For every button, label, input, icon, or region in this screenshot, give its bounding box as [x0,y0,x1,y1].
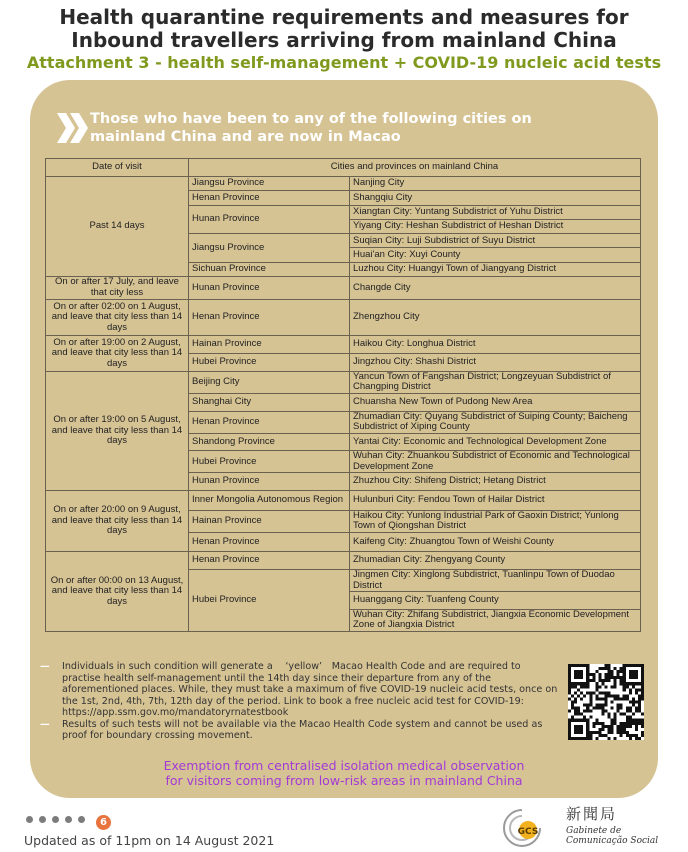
title-line-2: Inbound travellers arriving from mainland China [71,28,617,52]
city-cell: Huai'an City: Xuyi County [350,248,641,262]
exemption-line-1: Exemption from centralised isolation medical observation [163,758,525,773]
province-cell: Hunan Province [189,276,350,299]
table-row [46,335,641,353]
city-cell: Chuansha New Town of Pudong New Area [350,393,641,411]
section-heading-line-2: mainland China and are now in Macao [90,129,401,145]
page-dot[interactable] [26,816,33,823]
province-cell: Henan Province [189,552,350,570]
org-pt-line-1: Gabinete de [566,826,622,836]
city-cell: Zhumadian City: Quyang Subdistrict of Suiping County; Baicheng Subdistrict of Xiping County [350,411,641,433]
gcs-logo-icon [498,806,546,850]
qr-code-icon[interactable] [568,664,644,740]
cities-column-header: Cities and provinces on mainland China [189,159,641,177]
org-name-chinese: 新聞局 [566,805,618,823]
province-cell: Jiangsu Province [189,234,350,263]
city-cell: Suqian City: Luji Subdistrict of Suyu District [350,234,641,248]
bullet-dash-icon: — [40,718,50,730]
table-row [46,552,641,570]
province-cell: Henan Province [189,299,350,335]
notes [40,661,560,742]
exemption-line-2: for visitors coming from low-risk areas in mainland China [165,773,523,788]
date-of-visit-cell: On or after 00:00 on 13 August, and leave that city less than 14 days [46,552,189,632]
page-dot[interactable] [78,816,85,823]
province-cell: Hubei Province [189,570,350,632]
city-cell: Zhengzhou City [350,299,641,335]
city-cell: Kaifeng City: Zhuangtou Town of Weishi County [350,532,641,552]
page-dot[interactable] [52,816,59,823]
note-item [40,719,560,742]
table-row [46,371,641,393]
city-cell: Nanjing City [350,177,641,191]
page-subtitle: Attachment 3 - health self-management + COVID-19 nucleic acid tests [26,53,662,72]
date-of-visit-cell: On or after 20:00 on 9 August, and leave that city less than 14 days [46,490,189,551]
city-cell: Xiangtan City: Yuntang Subdistrict of Yuhu District [350,205,641,219]
province-cell: Hunan Province [189,205,350,234]
city-cell: Shangqiu City [350,191,641,205]
city-cell: Wuhan City: Zhuankou Subdistrict of Economic and Technological Development Zone [350,451,641,473]
province-cell: Henan Province [189,191,350,205]
province-cell: Hainan Province [189,510,350,532]
page-dot[interactable] [39,816,46,823]
city-cell: Haikou City: Longhua District [350,335,641,353]
org-pt-line-2: Comunicação Social [566,836,659,846]
table-row [46,177,641,191]
city-cell: Haikou City: Yunlong Industrial Park of Gaoxin District; Yunlong Town of Qiongshan District [350,510,641,532]
date-column-header: Date of visit [46,159,189,177]
note-text-1: Individuals in such condition will generate a ‘yellow’ Macao Health Code and are required to practise health self-management until the 14th day since their departure from any of the aforementioned places. While, they must take a maximum of five COVID-19 nucleic acid tests, once on the 1st, 2nd, 4th, 7th, 12th day of the period. Link to book a free nucleic acid test for COVID-19: https://app.ssm.gov.mo/mandatoryrnatestbook [62,661,558,718]
logo-text: GCS [517,827,539,837]
city-cell: Jingmen City: Xinglong Subdistrict, Tuanlinpu Town of Duodao District [350,570,641,592]
table-row [46,299,641,335]
table-row [46,490,641,510]
province-cell: Jiangsu Province [189,177,350,191]
title-line-1: Health quarantine requirements and measures for [59,5,629,29]
double-chevron-icon [55,111,91,145]
city-cell: Luzhou City: Huangyi Town of Jiangyang District [350,262,641,276]
date-of-visit-cell: On or after 19:00 on 2 August, and leave that city less than 14 days [46,335,189,371]
page-dot[interactable] [65,816,72,823]
city-cell: Changde City [350,276,641,299]
province-cell: Henan Province [189,532,350,552]
date-of-visit-cell: Past 14 days [46,177,189,277]
org-name-portuguese [566,826,658,846]
province-cell: Inner Mongolia Autonomous Region [189,490,350,510]
exemption-link[interactable] [100,758,588,788]
province-cell: Shanghai City [189,393,350,411]
date-of-visit-cell: On or after 17 July, and leave that city less [46,276,189,299]
city-cell: Zhuzhou City: Shifeng District; Hetang District [350,473,641,491]
cities-table [45,158,641,632]
province-cell: Hubei Province [189,353,350,371]
city-cell: Yantai City: Economic and Technological Development Zone [350,433,641,451]
note-item [40,661,560,719]
page-title [0,6,688,52]
province-cell: Shandong Province [189,433,350,451]
city-cell: Yiyang City: Heshan Subdistrict of Heshan District [350,219,641,233]
section-heading [90,110,610,146]
province-cell: Hunan Province [189,473,350,491]
city-cell: Wuhan City: Zhifang Subdistrict, Jiangxia Economic Development Zone of Jiangxia District [350,609,641,631]
province-cell: Hainan Province [189,335,350,353]
table-row [46,276,641,299]
city-cell: Huanggang City: Tuanfeng County [350,592,641,610]
date-of-visit-cell: On or after 02:00 on 1 August, and leave that city less than 14 days [46,299,189,335]
province-cell: Hubei Province [189,451,350,473]
province-cell: Sichuan Province [189,262,350,276]
table-header-row [46,159,641,177]
bullet-dash-icon: — [40,661,50,672]
city-cell: Yancun Town of Fangshan District; Longzeyuan Subdistrict of Changping District [350,371,641,393]
section-heading-line-1: Those who have been to any of the following cities on [90,111,532,127]
province-cell: Beijing City [189,371,350,393]
province-cell: Henan Province [189,411,350,433]
date-of-visit-cell: On or after 19:00 on 5 August, and leave that city less than 14 days [46,371,189,490]
city-cell: Hulunburi City: Fendou Town of Hailar District [350,490,641,510]
city-cell: Zhumadian City: Zhengyang County [350,552,641,570]
updated-timestamp: Updated as of 11pm on 14 August 2021 [24,833,275,848]
current-page-badge: 6 [96,815,111,830]
city-cell: Jingzhou City: Shashi District [350,353,641,371]
note-text-2: Results of such tests will not be available via the Macao Health Code system and cannot be used as proof for boundary crossing movement. [62,718,543,741]
